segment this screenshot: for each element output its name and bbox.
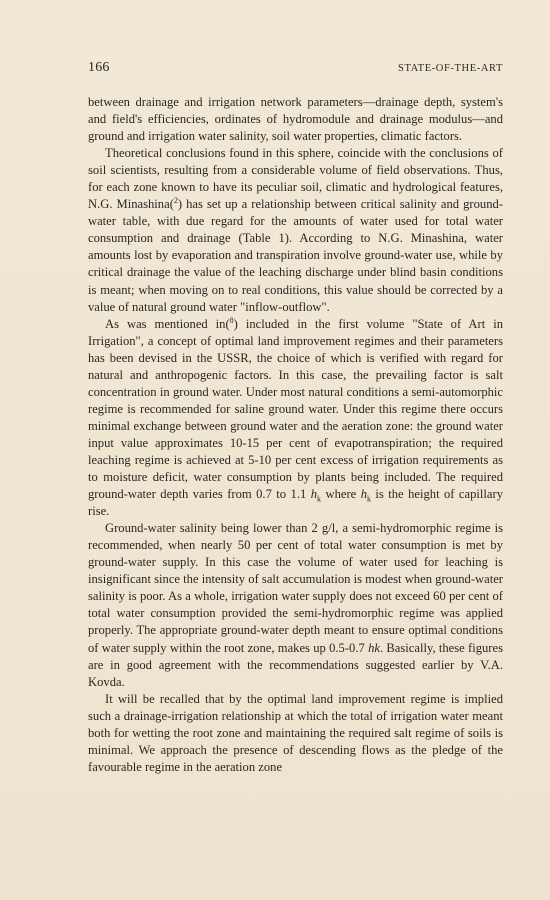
- text-segment: between drainage and irrigation network parameters—drainage depth, system's and field's efficiencies, ordinates of hydromodule and drainage modulus—and ground and irrigation water salinity, soil water properties, climatic factors.: [88, 95, 503, 144]
- text-segment: . Basically, these figures are in good agreement with the recommendations suggested earlier by V.A. Kovda.: [88, 640, 503, 689]
- page-header: [88, 60, 503, 76]
- text-segment: As was mentioned in(: [105, 316, 230, 331]
- paragraph: [88, 94, 503, 145]
- paragraph: [88, 520, 503, 690]
- text-segment: Theoretical conclusions found in this sphere, coincide with the conclusions of soil scientists, resulting from a considerable volume of field observations. Thus, for each zone known to have its peculiar soil, climatic and hydrological features, N.G. Minashina(: [88, 146, 503, 212]
- paragraph: [88, 145, 503, 315]
- running-head: STATE-OF-THE-ART: [398, 63, 503, 74]
- text-segment: where: [321, 487, 361, 502]
- formatted-text: h: [360, 487, 367, 502]
- formatted-text: hk: [368, 640, 380, 655]
- page-number: 166: [88, 60, 110, 75]
- formatted-text: 8: [229, 315, 234, 325]
- text-segment: ) has set up a relationship between critical salinity and ground-water table, with due regard for the amounts of water used for total water consumption and drainage (Table 1). According to N.G. Minashina, water amounts lost by evaporation and transpiration involve ground-water use, while by critical drainage the value of the leaching discharge under blind basin conditions is meant; when moving on to real conditions, this value should be corrected by a value of natural ground water "inflow-outflow".: [88, 197, 503, 314]
- formatted-text: h: [310, 487, 318, 502]
- formatted-text: 2: [173, 196, 178, 206]
- text-segment: Ground-water salinity being lower than 2 g/l, a semi-hydromorphic regime is recommended, when nearly 50 per cent of total water consumption is met by ground-water supply. In this case the volume of water used for leaching is insignificant since the intensity of salt accumulation is modest when ground-water salinity is poor. As a whole, irrigation water supply does not exceed 60 per cent of total water consumption provided the semi-hydromorphic regime was applied properly. The appropriate ground-water depth meant to ensure optimal conditions of water supply within the root zone, makes up 0.5-0.7: [88, 521, 503, 655]
- paragraph: [88, 316, 503, 521]
- text-segment: It will be recalled that by the optimal land improvement regime is implied such a drainage-irrigation relationship at which the total of irrigation water meant both for wetting the root zone and maintaining the required salt regime of soils is minimal. We approach the presence of descending flows as the pledge of the favourable regime in the aeration zone: [88, 691, 503, 774]
- text-segment: ) included in the first volume "State of Art in Irrigation", a concept of optimal land improvement regimes and their parameters has been devised in the USSR, the choice of which is verified with regard for natural and anthropogenic factors. In this case, the prevailing factor is salt concentration in ground water. Under most natural conditions a semi-automorphic regime is recommended for saline ground water. Under this regime there occurs minimal exchange between ground water and the aeration zone: the ground water input value approximates 10-15 per cent of evapotranspiration; the required leaching regime is achieved at 5-10 per cent excess of irrigation requirements as to moisture deficit, water consumption by plants being included. The required ground-water depth varies from 0.7 to 1.1: [88, 316, 503, 502]
- paragraph: [88, 691, 503, 776]
- text-segment: is the height of capillary rise.: [88, 487, 503, 519]
- formatted-text: k: [366, 494, 371, 504]
- formatted-text: k: [317, 494, 322, 504]
- body-text: [88, 94, 503, 776]
